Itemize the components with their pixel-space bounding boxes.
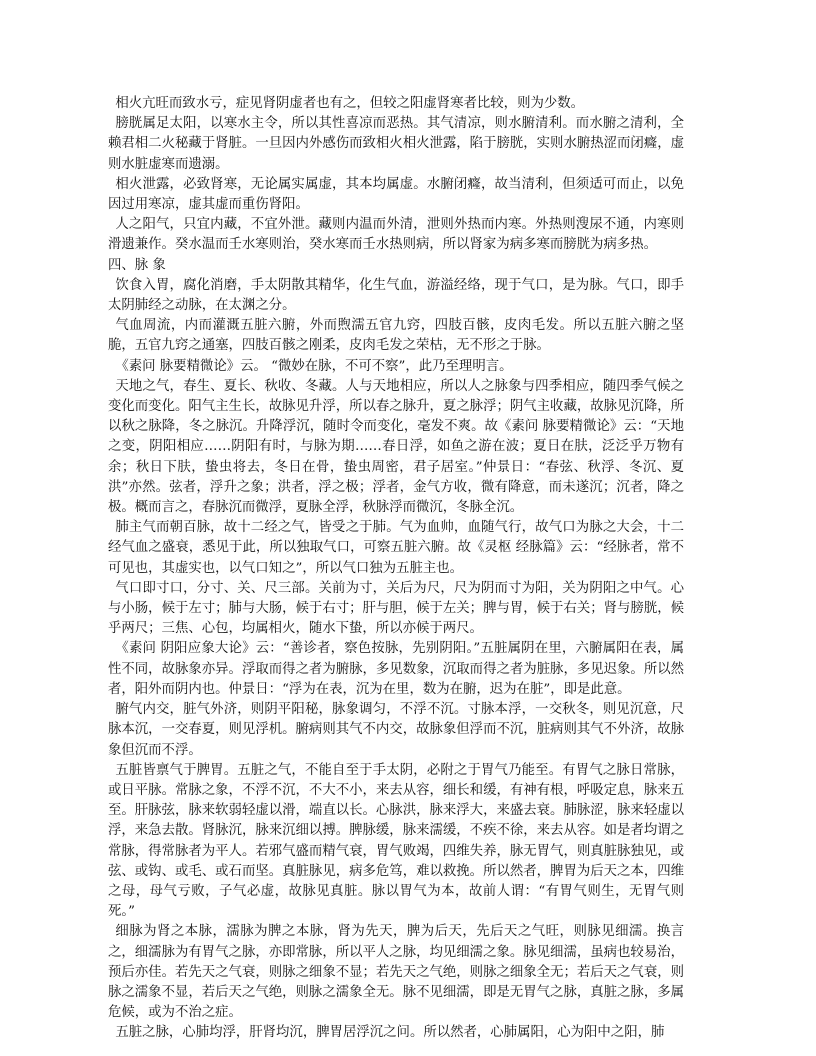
paragraph-15: 五脏之脉，心肺均浮，肝肾均沉，脾胃居浮沉之问。所以然者，心肺属阳，心为阳中之阳，肺 (115, 1025, 665, 1041)
paragraph-12: 腑气内交，脏气外济，则阴平阳秘，脉象调匀，不浮不沉。寸脉本浮，一交秋冬，则见沉意，尺脉本沉，一交春夏，则见浮机。腑病则其气不内交，故脉象但浮而不沉，脏病则其气不外济，故脉象但沉而不浮。 (108, 702, 684, 758)
paragraph-9: 肺主气而朝百脉，故十二经之气，皆受之于肺。气为血帅，血随气行，故气口为脉之大会，十二经气血之盛衰，悉见于此，所以独取气口，可察五脏六腑。故《灵枢 经脉篇》云：“经脉者，常不可见也，其虚实也，以气口知之”，所以气口独为五脏主也。 (108, 520, 684, 576)
paragraph-10: 气口即寸口，分寸、关、尺三部。关前为寸，关后为尺，尺为阴而寸为阳，关为阴阳之中气。心与小肠，候于左寸；肺与大肠，候于右寸；肝与胆，候于左关；脾与胃，候于右关；肾与膀胱，候乎两尺；三焦、心包，均属相火，随水下蛰，所以亦候于两尺。 (108, 580, 684, 637)
paragraph-1: 相火亢旺而致水亏，症见肾阴虚者也有之，但较之阳虚肾寒者比较，则为少数。 (115, 96, 585, 111)
paragraph-13: 五脏皆禀气于脾胃。五脏之气，不能自至于手太阴，必附之于胃气乃能至。有胃气之脉日常脉，或日平脉。常脉之象，不浮不沉，不大不小，来去从容，细长和缓，有神有根，呼吸定息，脉来五至。肝脉弦，脉来软弱轻虚以滑，端直以长。心脉洪，脉来浮大，来盛去衰。肺脉涩，脉来轻虚以浮，来急去散。肾脉沉，脉来沉细以搏。脾脉缓，脉来濡缓，不疾不徐，来去从容。如是者均谓之常脉，得常脉者为平人。若邪气盛而精气衰，胃气败竭，四维失养，脉无胃气，则真脏脉独见，或弦、或钩、或毛、或石而坚。真脏脉见，病多危笃，难以救挽。所以然者，脾胃为后天之本，四维之母，母气亏败，子气必虚，故脉见真脏。脉以胃气为本，故前人谓：“有胃气则生，无胃气则死。” (108, 762, 684, 920)
paragraph-11: 《素问 阴阳应象大论》云：“善诊者，察色按脉，先别阴阳。”五脏属阴在里，六腑属阳在表，属性不同，故脉象亦异。浮取而得之者为腑脉，多见数象，沉取而得之者为脏脉，多见迟象。所以然者，阳外而阴内也。仲景日：“浮为在表，沉为在里，数为在腑，迟为在脏”，即是此意。 (108, 641, 684, 697)
paragraph-6: 气血周流，内而灌溉五脏六腑，外而煦濡五官九窍，四肢百骸，皮肉毛发。所以五脏六腑之坚脆，五官九窍之通塞，四肢百骸之刚柔，皮肉毛发之荣枯，无不形之于脉。 (108, 318, 684, 354)
paragraph-4: 人之阳气，只宜内藏，不宜外泄。藏则内温而外清，泄则外热而内寒。外热则溲尿不通，内寒则滑遗兼作。癸水温而壬水寒则治，癸水寒而壬水热则病，所以肾家为病多寒而膀胱为病多热。 (108, 217, 684, 253)
section-heading: 四、脉 象 (108, 257, 166, 273)
paragraph-14: 细脉为肾之本脉，濡脉为脾之本脉，肾为先天，脾为后天，先后天之气旺，则脉见细濡。换言之，细濡脉为有胃气之脉，亦即常脉，所以平人之脉，均见细濡之象。脉见细濡，虽病也较易治，预后亦佳。若先天之气衰，则脉之细象不显；若先天之气绝，则脉之细象全无；若后天之气衰，则脉之濡象不显，若后天之气绝，则脉之濡象全无。脉不见细濡，即是无胃气之脉，真脏之脉，多属危候，或为不治之症。 (108, 924, 684, 1021)
paragraph-5: 饮食入胃，腐化消磨，手太阴散其精华，化生气血，游溢经络，现于气口，是为脉。气口，即手太阴肺经之动脉，在太渊之分。 (108, 277, 684, 314)
page-body (108, 94, 684, 1044)
paragraph-7: 《素问 脉要精微论》云。 “微妙在脉，不可不察”，此乃至理明言。 (115, 358, 513, 374)
paragraph-3: 相火泄露，必致肾寒，无论属实属虚，其本均属虚。水腑闭癃，故当清利，但须适可而止，以免因过用寒凉，虚其虚而重伤肾阳。 (108, 176, 684, 213)
paragraph-2: 膀胱属足太阳，以寒水主令，所以其性喜凉而恶热。其气清凉，则水腑清利。而水腑之清利，全赖君相二火秘藏于肾脏。一旦因内外感伤而致相火相火泄露，陷于膀胱，实则水腑热涩而闭癃，虚则水脏虚寒而遗溺。 (108, 116, 684, 172)
paragraph-8: 天地之气，春生、夏长、秋收、冬藏。人与天地相应，所以人之脉象与四季相应，随四季气候之变化而变化。阳气主生长，故脉见升浮，所以春之脉升，夏之脉浮；阴气主收藏，故脉见沉降，所以秋之脉降，冬之脉沉。升降浮沉，随时令而变化，毫发不爽。故《素问 脉要精微论》云：“天地之变，阴阳相应……阴阳有时，与脉为期……春日浮，如鱼之游在波；夏日在肤，泛泛乎万物有余；秋日下肤，蛰虫将去，冬日在骨，蛰虫周密，君子居室。”仲景日：“春弦、秋浮、冬沉、夏洪”亦然。弦者，浮升之象；洪者，浮之极；浮者，金气方收，微有降意，而未遂沉；沉者，降之极。概而言之，春脉沉而微浮，夏脉全浮，秋脉浮而微沉，冬脉全沉。 (108, 378, 684, 516)
